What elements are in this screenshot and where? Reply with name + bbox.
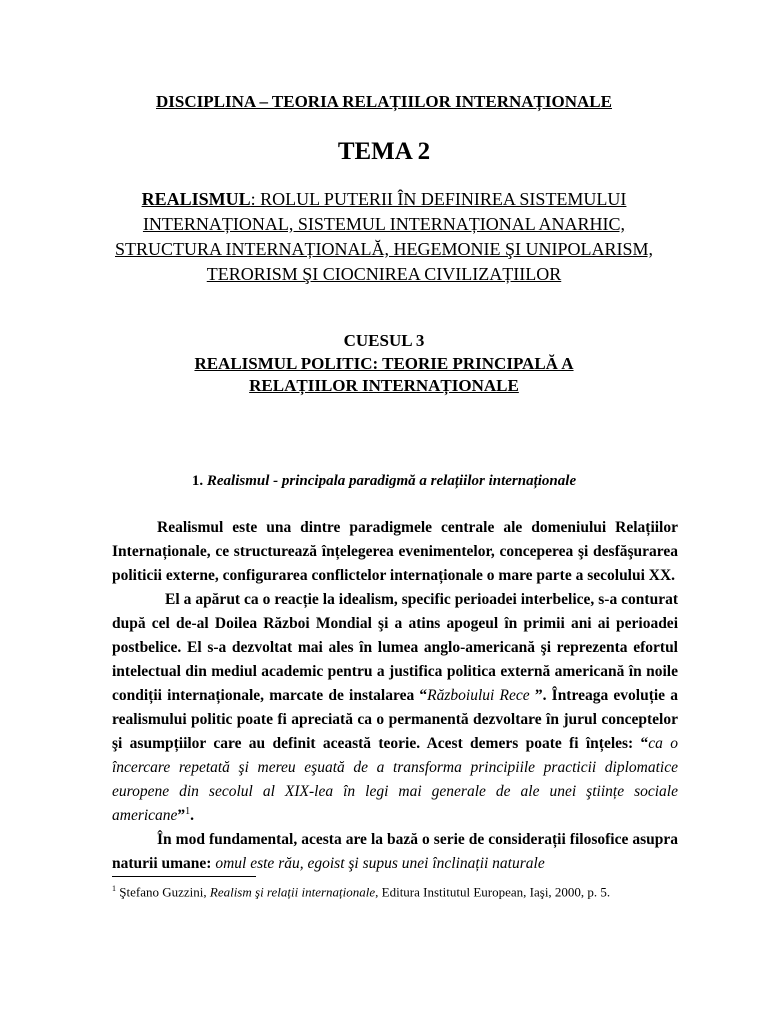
paragraph-3-italic: omul este rău, egoist şi supus unei înclinații naturale	[215, 855, 545, 872]
paragraph-2-text-d: .	[190, 807, 195, 824]
paragraph-1: Realismul este una dintre paradigmele centrale ale domeniului Relațiilor Internaționale, ce structurează înțelegerea evenimentelor, conceperea şi desfăşurarea politicii externe, configurarea conflictelor internaționale o mare parte a secolului XX.	[112, 519, 678, 584]
paragraph-2-text-b: ”. Întreaga evoluție a realismului politic poate fi apreciată ca o permanentă dezvoltare în jurul conceptelor şi asumpțiilor care au definit această teorie. Acest demers poate fi înțeles: “	[112, 687, 679, 752]
subtitle-lead: REALISMUL	[141, 189, 251, 209]
paragraph-2-text-c: ”	[177, 807, 186, 824]
paragraph-2-quote: ca o încercare repetată şi mereu eşuată de a transforma principiile practicii diplomatice europene din secolul al XIX-lea în legi mai generale de ale unei ştiințe sociale americane	[112, 735, 678, 824]
footnote-separator	[112, 876, 256, 877]
body-text	[112, 516, 678, 876]
section-number: 1.	[191, 473, 204, 489]
paragraph-2-italic-1: Războiului Rece	[427, 687, 530, 704]
footnote-author: Ştefano Guzzini,	[116, 884, 210, 900]
footnote-rest: , Editura Institutul European, Iaşi, 2000, p. 5.	[375, 884, 611, 900]
paragraph-2	[112, 588, 678, 828]
footnote-reference: 1	[185, 805, 191, 817]
tema-heading: TEMA 2	[337, 138, 431, 165]
tema-subtitle	[100, 187, 668, 287]
course-title: REALISMUL POLITIC: TEORIE PRINCIPALĂ A RELAȚIILOR INTERNAȚIONALE	[194, 354, 574, 395]
footnote-marker: 1	[112, 884, 116, 893]
section-heading	[0, 473, 768, 490]
course-label: CUESUL 3	[343, 331, 425, 350]
paragraph-2-text-a: El a apărut ca o reacție la idealism, specific perioadei interbelice, s-a conturat după cel de-al Doilea Război Mondial şi a atins apogeul în primii ani ai perioadei postbelice. El s-a dezvoltat mai ales în lumea anglo-americană şi reprezenta efortul intelectual din mediul academic pentru a justifica politica externă americană în noile condiții internaționale, marcate de instalarea “	[112, 591, 678, 704]
discipline-heading: DISCIPLINA – TEORIA RELAȚIILOR INTERNAȚIONALE	[156, 92, 612, 111]
paragraph-3	[112, 828, 678, 876]
footnote-work: Realism şi relații internaționale	[209, 884, 376, 900]
section-title: Realismul - principala paradigmă a relațiilor internaționale	[206, 473, 577, 489]
paragraph-3-text: În mod fundamental, acesta are la bază o serie de considerații filosofice asupra naturii umane:	[112, 831, 678, 872]
subtitle-rest: : ROLUL PUTERII ÎN DEFINIREA SISTEMULUI INTERNAȚIONAL, SISTEMUL INTERNAȚIONAL ANARHIC, STRUCTURA INTERNAȚIONALĂ, HEGEMONIE ŞI UNIPOLARISM, TERORISM ŞI CIOCNIREA CIVILIZAȚIILOR	[115, 189, 653, 284]
footnote	[112, 881, 712, 900]
